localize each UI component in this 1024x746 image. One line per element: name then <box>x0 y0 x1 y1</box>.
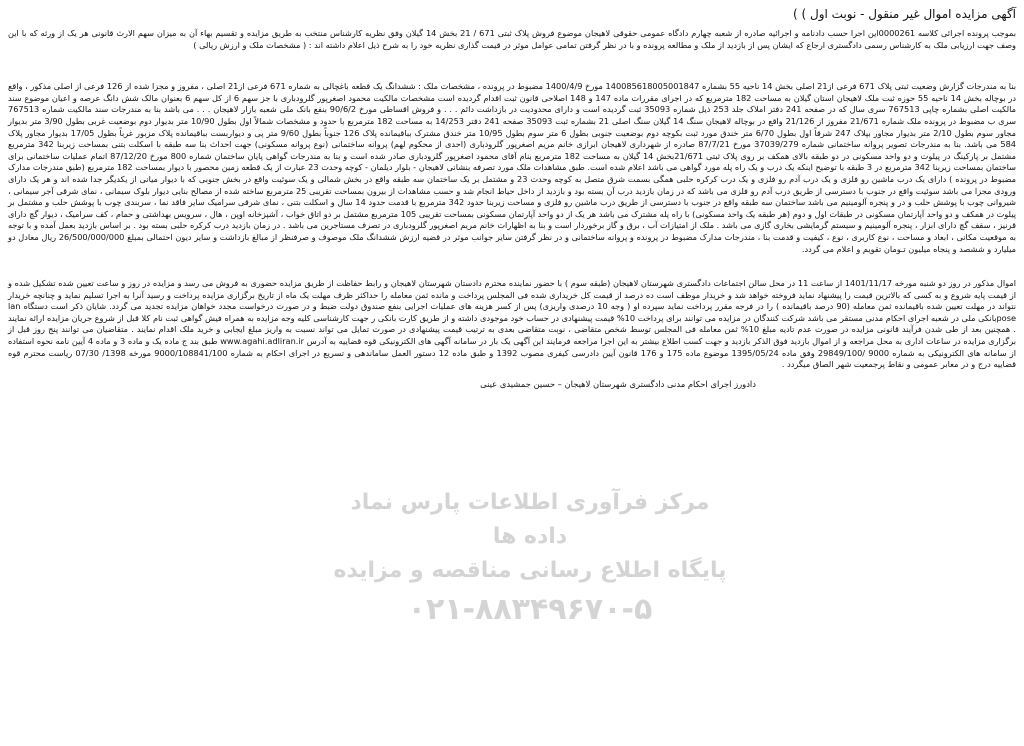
watermark-phone: ۰۲۱-۸۸۳۴۹۶۷۰-۵ <box>407 592 653 627</box>
watermark <box>330 486 730 636</box>
notice-paragraph-intro: بموجب پرونده اجرائی کلاسه 0000261این اجرا حسب دادنامه و اجرائیه صادره از شعبه چهارم دادگاه عمومی حقوقی لاهیجان موضوع فروش پلاک ثبتی 671 / 21 بخش 14 گیلان وفق نظریه کارشناس منتخب به طریق مزایده و تقسیم بهاء آن به میزان سهم الارث قانونی هر یک از ورثه که با این وصف جهت ارزیابی ملک به کارشناس رسمی دادگستری ارجاع که ایشان پس از بازدید از ملک و مطالعه پرونده و با در نظر گرفتن تمامی عوامل موثر در قیمت گذاری نظریه خود را به شرح ذیل اعلام داشته اند : ( مشخصات ملک و ارزش ریالی ) <box>8 28 1016 50</box>
officer-signature-line: دادورز اجرای احکام مدنی دادگستری شهرستان لاهیجان – حسین جمشیدی عینی <box>480 378 756 389</box>
spacer <box>8 255 1016 278</box>
spacer <box>8 51 1016 81</box>
watermark-portal-name: پایگاه اطلاع رسانی مناقصه و مزایده <box>333 558 727 583</box>
watermark-company-name: مرکز فرآوری اطلاعات پارس نماد داده ها <box>350 490 710 549</box>
notice-paragraph-auction-terms: اموال مذکور در روز دو شنبه مورخه 1401/11/17 از ساعت 11 در محل سالن اجتماعات دادگستری شهرستان لاهیجان (طبقه سوم ) با حضور نماینده محترم دادستان شهرستان لاهیجان و رابط حفاظت از طریق مزایده حضوری به فروش می رسد و مزایده در روز و ساعت تعیین شده تشکیل شده و از قیمت پایه شروع و به کسی که بالاترین قیمت را پیشنهاد نماید فروخته خواهد شد و خریدار موظف است ده درصد از قیمت کل خریداری شده فی المجلس پرداخت و مانده ثمن معامله را حداکثر ظرف مهلت یک ماه از تاریخ برگزاری مزایده پرداخت و رسید آنرا به اجرا تسلیم نماید و چنانچه خریدار نتواند در مهلت تعیین شده باقیمانده ثمن معامله (90 درصد باقیمانده ) را در فرجه مقرر پرداخت نماید سپرده او ( وجه 10 درصدی واریزی) پس از کسر هزینه های عملیات اجرایی بنفع صندوق دولت ضبط و در صورت درخواست مجدد خواهان مزایده تجدید می گردد. شایان ذکر است دستگاه lan poseبانکی ملی در شعبه اجرای احکام مدنی مستقر می باشد شرکت کنندگان در مزایده می توانند برای پرداخت 10% قیمت پیشنهادی در حساب خود موجودی داشته و از طریق کارت بانکی ر جهت کارشناسی کلیه وجه مزایده به همراه فیش گواهی ثبت نام کلا قبل از شروع جریان مزایده ارائه نمایند . همچنین بعد از طی شدن فرآیند قانونی مزایده در صورت عدم تادیه مبلغ 10% ثمن معامله فی المجلس توسط شخص متقاضی ، نوبت متقاضی بعدی به ترتیب قیمت پیشنهادی در صورت تمایل می تواند نسبت به واریز مبلغ ایجابی و خرید ملک اقدام نمایند . متقاضیان می توانند پنج روز قبل از برگزاری مزایده در ساعات اداری به محل مراجعه و از اموال بازدید فوق الذکر بازدید و جهت کسب اطلاع بیشتر به این اجرا مراجعه فرمایند این آگهی یک بار در سامانه آگهی های الکترونیکی قوه قضاییه به آدرس www.agahi.adliran.ir طبق بند ج ماده یک و ماده 3 و ماده 4 آیین نامه نحوه استفاده از سامانه های الکترونیکی به شماره 9000 /29849/100 وفق ماده 1395/05/24 موضوع ماده 175 و 176 قانون آیین دادرسی کیفری مصوب 1392 و طبق ماده 12 دستور العمل ساماندهی و تسریع در اجرای احکام به شماره 9000/108841/100 مورخه 1398/ 07/30 ریاست محترم قوه قضاییه درج و در معابر عمومی و نقاط پرجمعیت شهر الصاق میگردد . <box>8 278 1017 370</box>
notice-title: آگهی مزایده اموال غیر منقول - نوبت اول ) ) <box>793 7 1016 21</box>
spacer <box>8 371 1016 378</box>
notice-page <box>8 6 1016 390</box>
notice-paragraph-property-description: بنا به مندرجات گزارش وضعیت ثبتی پلاک 671 فرعی از21 اصلی بخش 14 ناحیه 55 بشماره 140085618005001847 مورخ 1400/4/9 مضبوط در پرونده ، مشخصات ملک : ششدانگ یک قطعه باغچالی به شماره 671 فرعی از21 اصلی ، مفروز و مجزا شده از 126 فرعی از اصلی مذکور ، واقع در بوچاله بخش 14 ناحیه 55 حوزه ثبت ملک لاهیجان استان گیلان به مساحت 182 مترمربع که در اجرای مقررات ماده 147 و 148 اصلاحی قانون ثبت اقدام گردیده است مشخصات مالکیت محمود اصغرپور گلرودباری با جز سهم 6 از کل سهم 6 بعنوان مالک شش دانگ عرصه و اعیان موضوع سند مالکیت اصلی بشماره چاپی 767513 سری سال که در صفحه 241 دفتر املاک جلد 253 ذیل شماره 35093 ثبت گردیده است و دارای محدودیت در بازداشت دائم . . . و فروش اقساطی مورخ 90/6/2 بنفع بانک ملی شعبه بازار لاهیجان . . . می باشد بنا به مندرجات سند مالکیت شماره 767513 سری ب مضبوط در پرونده ملک شماره 21/671 مفروز از 21/126 واقع در بوچاله لاهیجان سنگ 14 گیلان سنگ اصلی 21 بشماره ثبت 35093 صفحه 241 دفتر 14/253 به مساحت 182 مترمربع با حدود و مشخصات شمالاً اول بطول 10/90 متر بدیوار دوم بوضعیت غربی بطول 3/90 متر بدیوار مجاور سوم بطول 2/10 متر بدیوار مجاور بپلاک 247 شرقاً اول بطول 6/70 متر خندق مورد ثبت بکوچه دوم بوضعیت جنوبی بطول 6 متر سوم بطول 10/95 متر خندق مشترک بباقیمانده پلاک 126 جنوباً بطول 9/60 متر پی و دیواربست بباقیمانده پلاک مزبور غرباً بطول 17/05 بدیوار مجاور پلاک 584 می باشد. بنا به مندرجات تصویر پروانه ساختمانی شماره 37039/279 مورخ 87/7/21 صادره از شهرداری لاهیجان ابرازی خانم مریم اصغرپور گلرودباری (احدی از محکوم لهم) پروانه ساختمانی (نوع پروانه مسکونی) جهت احداث بنا سه طبقه با اسکلت بتنی بمساحت زیربنا 342 مترمربع مشتمل بر پارکینگ در پیلوت و دو واحد مسکونی در دو طبقه بالای همکف بر روی پلاک ثبتی 21/671بخش 14 گیلان به مساحت 182 مترمربع بنام آقای محمود اصغرپور گلرودباری صادر شده است و بنا به مندرجات گواهی پایان ساختمان شماره 800 مورخ 87/12/20 اتمام عملیات ساختمانی برای ساختمان بمساحت زیربنا 342 مترمربع در 3 طبقه با توضیح اینکه یک درب و یک راه پله مورد گواهی می باشد اعلام شده است. طبق مشاهدات ملک مورد تصرفه بنشانی لاهیجان - بلوار دیلمان - کوچه وحدت 23 عبارت از یک قطعه زمین محصور با دیوار بمساحت 182 مترمربع (طبق مندرجات مدارک مضبوط در پرونده ) دارای یک درب ماشین رو فلزی و یک درب آدم رو فلزی و یک درب کرکره حلبی همگی بسمت شرق متصل به کوچه وحدت 23 و مشتمل بر یک ساختمان سه طبقه واقع در بخش شمالی و یک سوئیت واقع در بخش جنوبی که با دیوار میانی از یکدیگر جدا شده اند و هر یک دارای ورودی مجزا می باشد سوئیت واقع در جنوب با دسترسی از طریق درب آدم رو فلزی می باشد که در زمان بازدید درب آن بسته بود و بازدید از داخل حیاط انجام شد و حسب مشاهدات از بیرون بمساحت تقریبی 25 مترمربع ساخته شده از مصالح بنایی دیوار بلوک سیمانی ، نمای شرقی آجر سیمانی ، شیروانی چوب با پوشش حلب و در و پنجره آلومینیم می باشد ساختمان سه طبقه واقع در جنوب با دسترسی از طریق درب ماشین رو فلزی و مساحت زیربنا حدود 342 مترمربع با قدمت حدود 14 سال و اسکلت بتنی ، نمای شرقی سرامیک سایر فاقد نما ، سربندی چوب با پوشش حلب و مشتمل بر پیلوت در همکف و دو واحد آپارتمان مسکونی در طبقات اول و دوم (هر طبقه یک واحد مسکونی) با راه پله مشترک می باشد هر یک از دو واحد آپارتمان مسکونی بمساحت تقریبی 105 مترمربع مشتمل بر دو اتاق خواب ، آشپزخانه اوپن ، هال ، سرویس بهداشتی و حمام ، کف سرامیک ، دیوار گچ دارای قرنیز ، سقف گچ دارای ابزار ، پنجره آلومینیم و سیستم گرمایشی بخاری گازی می باشد . ملک از امتیازات آب ، برق و گاز برخوردار است و بنا به اظهارات خانم مریم اصغرپور گلرودباری در تصرف مستاجرین می باشد . در زمان بازدید درب کرکره حلبی بسته بود . بر اساس بازدید بعمل آمده و با توجه به موقعیت مکانی ، ابعاد و مساحت ، نوع کاربری ، نوع ، کیفیت و قدمت بنا ، مندرجات مدارک مضبوط در پرونده و پروانه ساختمانی و در نظر گرفتن سایر جوانب موثر در قضیه ارزش ششدانگ ملک موصوف و صرفنظر از مبالغ بازداشت و سایر دیون احتمالی بمبلغ 26/500/000/000 ریال معادل دو میلیارد و ششصد و پنجاه میلیون تـومان تقویم و اعلام می گردد. <box>8 81 1017 254</box>
